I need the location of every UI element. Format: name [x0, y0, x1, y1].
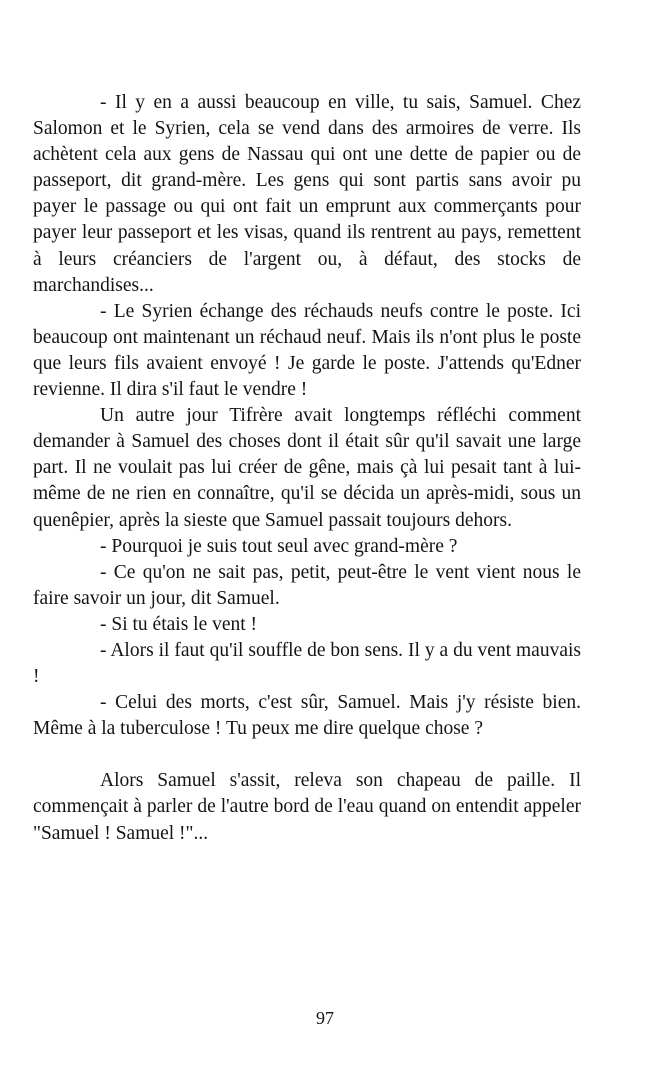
paragraph-8: - Celui des morts, c'est sûr, Samuel. Mais j'y résiste bien. Même à la tuberculose ! Tu peux me dire quelque chose ?: [33, 692, 581, 740]
body-text: [33, 90, 581, 847]
paragraph-6: - Si tu étais le vent !: [100, 613, 258, 635]
paragraph-2: - Le Syrien échange des réchauds neufs contre le poste. Ici beaucoup ont maintenant un réchaud neuf. Mais ils n'ont plus le poste que leurs fils avaient envoyé ! Je garde le poste. J'attends qu'Edner revienne. Il dira s'il faut le vendre !: [33, 300, 581, 401]
paragraph-7: - Alors il faut qu'il souffle de bon sens. Il y a du vent mauvais !: [33, 639, 581, 688]
paragraph-4: - Pourquoi je suis tout seul avec grand-mère ?: [100, 535, 458, 557]
paragraph-9: Alors Samuel s'assit, releva son chapeau de paille. Il commençait à parler de l'autre bord de l'eau quand on entendit appeler "Samuel ! Samuel !"...: [33, 770, 581, 844]
paragraph-1: - Il y en a aussi beaucoup en ville, tu sais, Samuel. Chez Salomon et le Syrien, cela se vend dans des armoires de verre. Ils achètent cela aux gens de Nassau qui ont une dette de papier ou de passeport, dit grand-mère. Les gens qui sont partis sans avoir pu payer le passage ou qui ont fait un emprunt aux commerçants pour payer leur passeport et les visas, quand ils rentrent au pays, remettent à leurs créanciers de l'argent ou, à défaut, des stocks de marchandises...: [33, 92, 581, 296]
paragraph-5: - Ce qu'on ne sait pas, petit, peut-être le vent vient nous le faire savoir un jour, dit Samuel.: [33, 561, 581, 609]
page-number: 97: [316, 1008, 334, 1028]
paragraph-3: Un autre jour Tifrère avait longtemps réfléchi comment demander à Samuel des choses dont il était sûr qu'il savait une large part. Il ne voulait pas lui créer de gêne, mais çà lui pesait tant à lui-même de ne rien en connaître, qu'il se décida un après-midi, sous un quenêpier, après la sieste que Samuel passait toujours dehors.: [33, 405, 581, 531]
